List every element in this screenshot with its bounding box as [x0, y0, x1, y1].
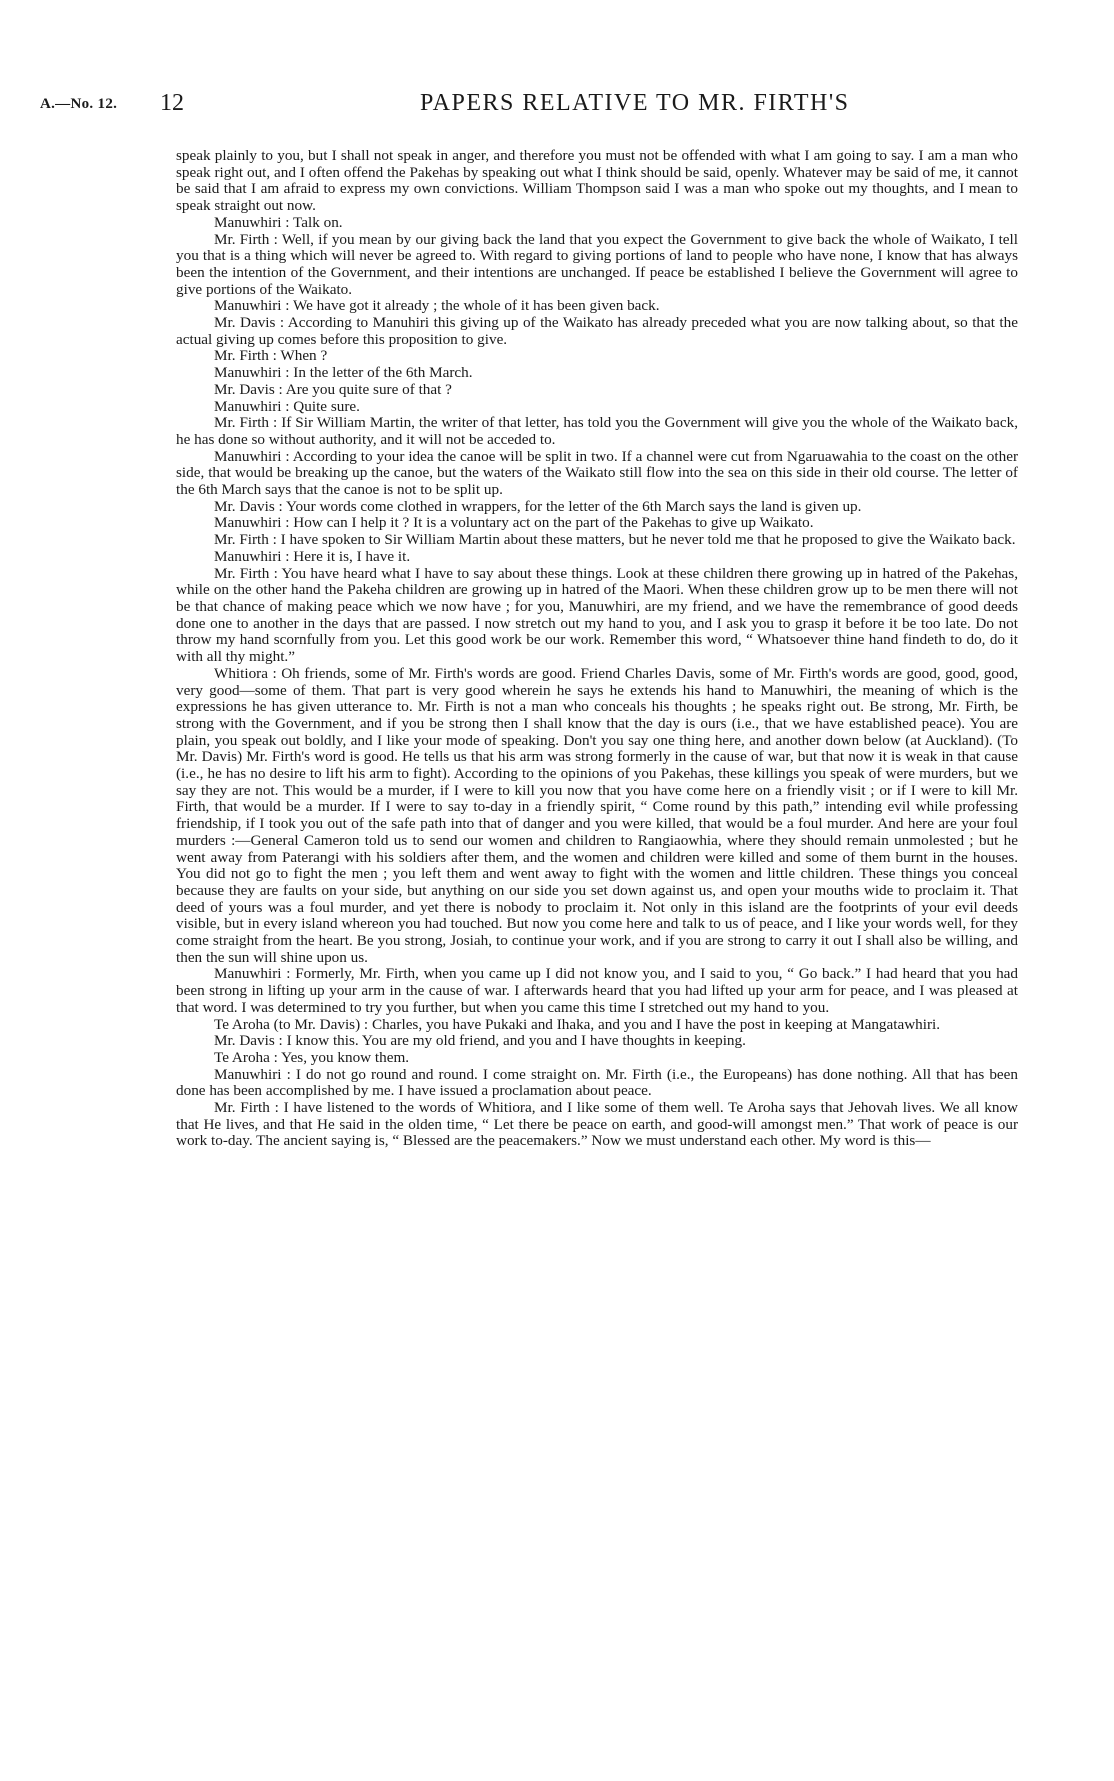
paragraph: speak plainly to you, but I shall not speak in anger, and therefore you must not be offended with what I am going to say. I am a man who speak right out, and I often offend the Pakehas by speaking out what I think should be said, openly. Whatever may be said of me, it cannot be said that I am afraid to express my own convictions. William Thompson said I was a man who spoke out my thoughts, and I mean to speak straight out now.	[176, 147, 1018, 215]
paragraph: Manuwhiri : I do not go round and round. I come straight on. Mr. Firth (i.e., the Europeans) has done nothing. All that has been done has been accomplished by me. I have issued a proclamation about peace.	[176, 1065, 1018, 1100]
paragraph: Manuwhiri : How can I help it ? It is a voluntary act on the part of the Pakehas to give up Waikato.	[214, 514, 814, 532]
paragraph: Manuwhiri : Here it is, I have it.	[214, 547, 411, 565]
paragraph: Mr. Firth : Well, if you mean by our giving back the land that you expect the Government to give back the whole of Waikato, I tell you that is a thing which will never be agreed to. With regard to giving portions of land to people who have none, I know that has always been the intention of the Government, and their intentions are unchanged. If peace be established I believe the Government will agree to give portions of the Waikato.	[176, 230, 1018, 298]
paragraph: Manuwhiri : In the letter of the 6th March.	[214, 364, 473, 382]
paragraph: Mr. Davis : Your words come clothed in wrappers, for the letter of the 6th March says the land is given up.	[214, 497, 862, 515]
paragraph: Manuwhiri : Talk on.	[214, 213, 343, 231]
page-number: 12	[160, 90, 184, 116]
paragraph: Mr. Firth : I have listened to the words of Whitiora, and I like some of them well. Te Aroha says that Jehovah lives. We all know that He lives, and that He said in the olden time, “ Let there be peace on earth, and good-will amongst men.” That work of peace is our work to-day. The ancient saying is, “ Blessed are the peacemakers.” Now we must understand each other. My word is this—	[176, 1099, 1018, 1150]
paragraph: Mr. Firth : You have heard what I have to say about these things. Look at these children there growing up in hatred of the Pakehas, while on the other hand the Pakeha children are growing up in hatred of the Maori. When these children grow up to be men there will not be that chance of making peace which we now have ; for you, Manuwhiri, are my friend, and we have the remembrance of good deeds done one to another in the days that are passed. I now stretch out my hand to you, and I ask you to grasp it before it be too late. Do not throw my hand scornfully from you. Let this good work be our work. Remember this word, “ Whatsoever thine hand findeth to do, do it with all thy might.”	[176, 564, 1018, 666]
running-header	[40, 90, 1080, 120]
paragraph: Mr. Firth : If Sir William Martin, the writer of that letter, has told you the Government will give you the whole of the Waikato back, he has done so without authority, and it will not be acceded to.	[176, 414, 1018, 448]
paragraph: Manuwhiri : We have got it already ; the whole of it has been given back.	[214, 297, 660, 315]
running-title: PAPERS RELATIVE TO MR. FIRTH'S	[420, 90, 850, 116]
paragraph: Mr. Davis : Are you quite sure of that ?	[214, 380, 452, 398]
paragraph: Mr. Firth : I have spoken to Sir William Martin about these matters, but he never told me that he proposed to give the Waikato back.	[214, 531, 1016, 549]
body-text	[176, 148, 1018, 1150]
paragraph: Manuwhiri : Formerly, Mr. Firth, when you came up I did not know you, and I said to you, “ Go back.” I had heard that you had been strong in lifting up your arm in the cause of war. I afterwards heard that you had lifted up your arm for peace, and I was pleased at that word. I was determined to try you further, but when you came this time I stretched out my hand to you.	[176, 965, 1018, 1016]
paragraph: Manuwhiri : According to your idea the canoe will be split in two. If a channel were cut from Ngaruawahia to the coast on the other side, that would be breaking up the canoe, but the waters of the Waikato still flow into the sea on this side in their old course. The letter of the 6th March says that the canoe is not to be split up.	[176, 447, 1018, 499]
document-reference: A.—No. 12.	[40, 96, 118, 112]
paragraph: Whitiora : Oh friends, some of Mr. Firth's words are good. Friend Charles Davis, some of Mr. Firth's words are good, good, good, very good—some of them. That part is very good wherein he says he extends his hand to Manuwhiri, the meaning of which is the expressions he has given utterance to. Mr. Firth is not a man who conceals his thoughts ; he speaks right out. Be strong, Mr. Firth, be strong with the Government, and if you be strong then I shall know that the day is ours (i.e., that we have established peace). You are plain, you speak out boldly, and I like your mode of speaking. Don't you say one thing here, and another down below (at Auckland). (To Mr. Davis) Mr. Firth's word is good. He tells us that his arm was strong formerly in the cause of war, but that now it is weak in that cause (i.e., he has no desire to lift his arm to fight). According to the opinions of you Pakehas, these killings you speak of were murders, but we say they are not. This would be a murder, if I were to kill you now that you have come here on a friendly visit ; or if I were to kill Mr. Firth, that would be a murder. If I were to say to-day in a friendly spirit, “ Come round by this path,” intending evil while professing friendship, if I took you out of the safe path into that of danger and you were killed, that would be a foul murder. And here are your foul murders :—General Cameron told us to send our women and children to Rangiaowhia, where they should remain unmolested ; but he went away from Paterangi with his soldiers after them, and the women and children were killed and some of them burnt in the houses. You did not go to fight the men ; you left them and went away to fight with the women and little children. These things you conceal because they are faults on your side, but anything on our side you set down against us, and open your mouths wide to proclaim it. That deed of yours was a foul murder, and yet there is nobody to proclaim it. Not only in this island are the footprints of your evil deeds visible, but in every island whereon you had touched. But now you come here and talk to us of peace, and I like your words well, for they come straight from the heart. Be you strong, Josiah, to continue your work, and if you are strong to carry it out I shall also be willing, and then the sun will shine upon us.	[176, 664, 1018, 966]
paragraph: Te Aroha (to Mr. Davis) : Charles, you have Pukaki and Ihaka, and you and I have the post in keeping at Mangatawhiri.	[214, 1015, 941, 1033]
paragraph: Mr. Davis : According to Manuhiri this giving up of the Waikato has already preceded what you are now talking about, so that the actual giving up comes before this proposition to give.	[176, 314, 1018, 348]
paragraph: Te Aroha : Yes, you know them.	[214, 1048, 410, 1066]
paragraph: Mr. Firth : When ?	[214, 347, 328, 365]
paragraph: Manuwhiri : Quite sure.	[214, 397, 360, 415]
paragraph: Mr. Davis : I know this. You are my old friend, and you and I have thoughts in keeping.	[214, 1032, 746, 1050]
